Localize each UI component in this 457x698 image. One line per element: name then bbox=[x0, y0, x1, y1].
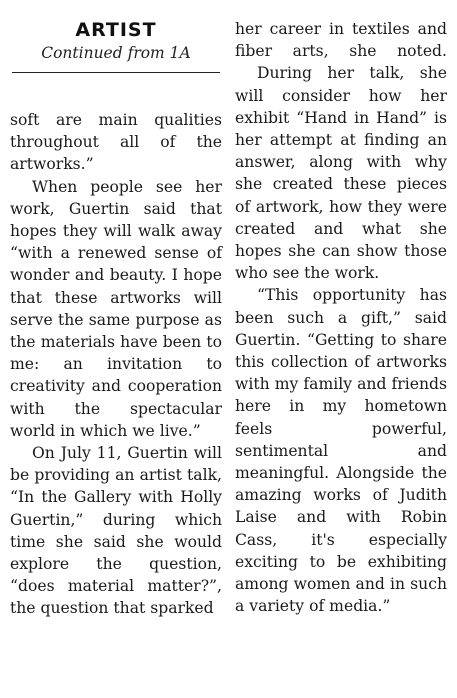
left-column bbox=[10, 18, 222, 620]
left-column-body bbox=[10, 109, 222, 620]
paragraph: soft are main qualities throughout all of the artworks.” bbox=[10, 111, 222, 174]
paragraph: When people see her work, Guertin said that hopes they will walk away “with a renewed sense of wonder and beauty. I hope that these artworks will serve the same purpose as the materials have been to me: an invitation to creativity and cooperation with the spectacular world in which we live.” bbox=[10, 177, 222, 440]
continued-from-line: Continued from 1A bbox=[41, 44, 191, 62]
header-divider bbox=[12, 72, 220, 73]
paragraph: On July 11, Guertin will be providing an artist talk, “In the Gallery with Holly Guertin,” during which time she said she would explore the question, “does material matter?”, the question that sparked bbox=[10, 444, 222, 618]
paragraph: her career in textiles and fiber arts, she noted. bbox=[235, 20, 447, 61]
paragraph: During her talk, she will consider how her exhibit “Hand in Hand” is her attempt at finding an answer, along with why she created these pieces of artwork, how they were created and what she hopes she can show those who see the work. bbox=[235, 64, 447, 283]
right-column bbox=[235, 18, 447, 617]
section-title: ARTIST bbox=[75, 19, 157, 41]
paragraph: “This opportunity has been such a gift,” said Guertin. “Getting to share this collection of artworks with my family and friends here in my hometown feels powerful, sentimental and meaningful. Alongside the amazing works of Judith Laise and with Robin Cass, it's especially exciting to be exhibiting among women and in such a variety of media.” bbox=[235, 286, 447, 616]
